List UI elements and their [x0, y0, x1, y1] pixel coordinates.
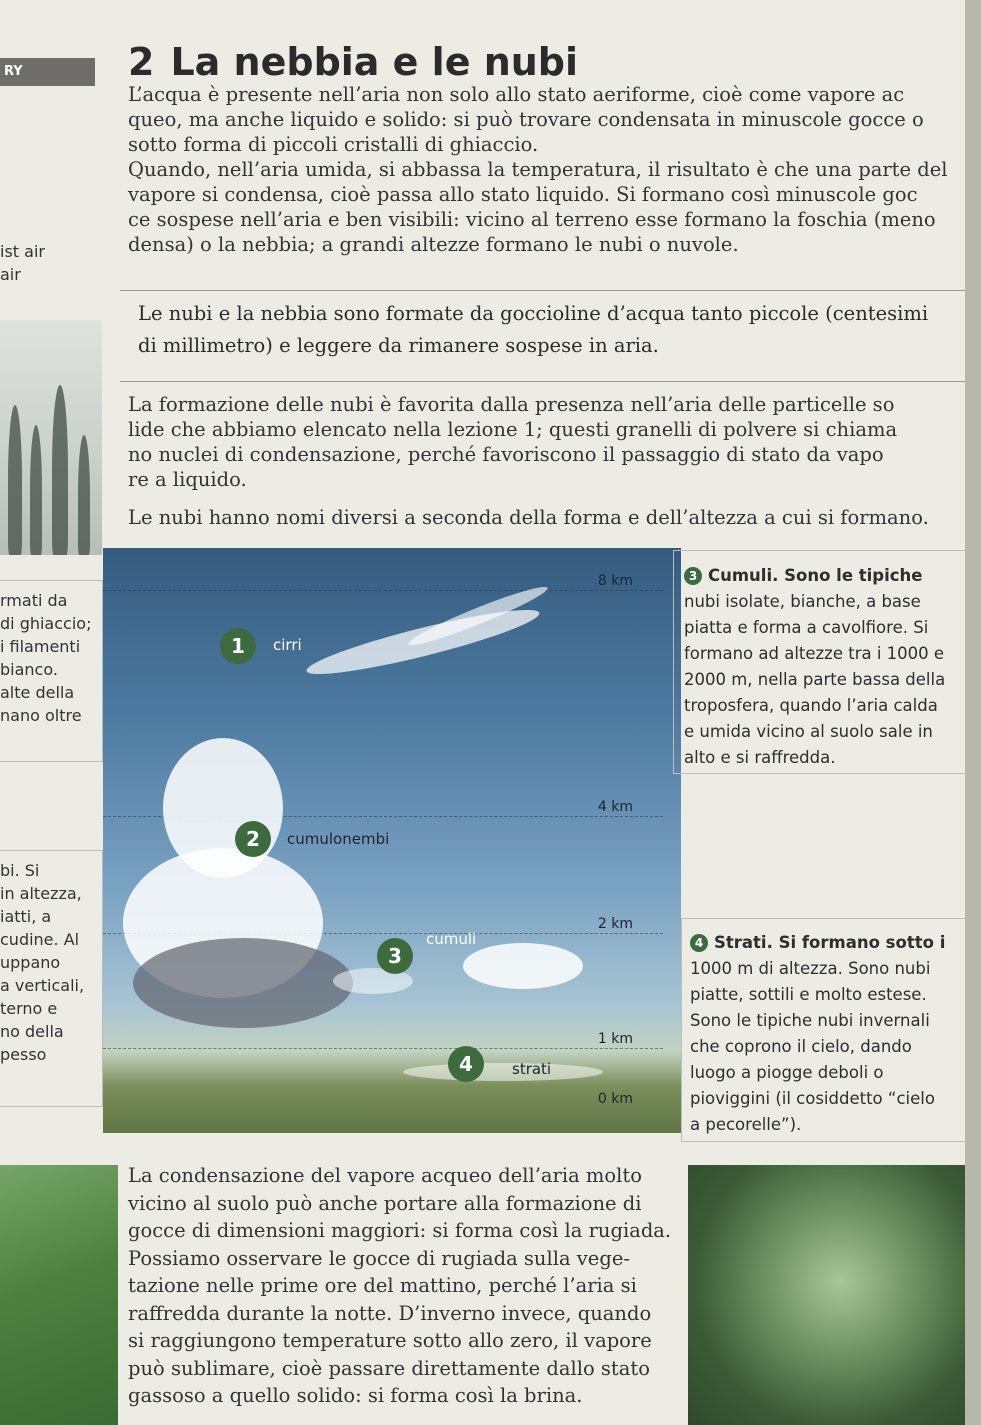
left-margin-line: bi. Si: [0, 861, 40, 880]
key-concept-box: [120, 290, 965, 382]
section-title-text: La nebbia e le nubi: [170, 40, 579, 84]
altitude-label: 4 km: [597, 799, 633, 815]
info-line: Strati. Si formano sotto i: [714, 933, 946, 952]
cloud-number-badge: 4: [690, 934, 708, 952]
intro-paragraph: [128, 82, 958, 257]
left-margin-line: cudine. Al: [0, 930, 80, 949]
text-line: gocce di dimensioni maggiori: si forma così la rugiada.: [128, 1219, 672, 1242]
section-number: 2: [128, 40, 155, 84]
left-margin-line: ist air: [0, 242, 45, 261]
left-margin-line: terno e: [0, 999, 58, 1018]
left-margin-line: nano oltre: [0, 706, 82, 725]
paragraph-dew-frost: [128, 1162, 671, 1410]
text-line: lide che abbiamo elencato nella lezione 1; questi granelli di polvere si chiama: [128, 418, 898, 441]
left-margin-line: di ghiaccio;: [0, 614, 92, 633]
cloud-number-badge: 2: [235, 821, 271, 857]
cloud-label-cirri: cirri: [273, 636, 302, 654]
text-line: re a liquido.: [128, 468, 247, 491]
text-line: La formazione delle nubi è favorita dalla presenza nell’aria delle particelle so: [128, 393, 895, 416]
info-line: luogo a piogge deboli o: [690, 1063, 884, 1082]
text-line: gassoso a quello solido: si forma così la brina.: [128, 1384, 583, 1407]
text-line: vapore si condensa, cioè passa allo stato liquido. Si formano così minuscole goc: [128, 183, 918, 206]
paragraph-cloud-names: [128, 505, 929, 530]
left-margin-line: a verticali,: [0, 976, 85, 995]
info-line: piatta e forma a cavolfiore. Si: [684, 618, 929, 637]
text-line: queo, ma anche liquido e solido: si può trovare condensata in minuscole gocce o: [128, 108, 924, 131]
cloud-number-badge: 1: [220, 628, 256, 664]
text-line: tazione nelle prime ore del mattino, perché l’aria si: [128, 1274, 637, 1297]
altitude-label: 1 km: [597, 1031, 633, 1047]
left-margin-line: i filamenti: [0, 637, 81, 656]
frost-plant-photo: [688, 1165, 965, 1425]
info-line: Cumuli. Sono le tipiche: [708, 566, 923, 585]
section-title: [128, 40, 578, 84]
info-line: Sono le tipiche nubi invernali: [690, 1011, 930, 1030]
altitude-label: 2 km: [597, 916, 633, 932]
left-margin-line: pesso: [0, 1045, 47, 1064]
left-margin-line: rmati da: [0, 591, 68, 610]
text-line: Le nubi hanno nomi diversi a seconda della forma e dell’altezza a cui si formano.: [128, 506, 929, 529]
left-margin-line: uppano: [0, 953, 61, 972]
info-line: 2000 m, nella parte bassa della: [684, 670, 946, 689]
altitude-label: 0 km: [597, 1091, 633, 1107]
left-margin-line: air: [0, 265, 21, 284]
text-line: L’acqua è presente nell’aria non solo allo stato aeriforme, cioè come vapore ac: [128, 83, 905, 106]
text-line: Quando, nell’aria umida, si abbassa la temperatura, il risultato è che una parte del: [128, 158, 948, 181]
side-tab: RY: [0, 58, 95, 86]
cloud-label-cumuli: cumuli: [426, 930, 477, 948]
cumulus-cloud: [463, 943, 583, 989]
text-line: densa) o la nebbia; a grandi altezze formano le nubi o nuvole.: [128, 233, 739, 256]
cloud-altitude-diagram: [103, 548, 681, 1133]
info-line: piatte, sottili e molto estese.: [690, 985, 927, 1004]
info-line: troposfera, quando l’aria calda: [684, 696, 938, 715]
info-line: alto e si raffredda.: [684, 748, 836, 767]
text-line: Possiamo osservare le gocce di rugiada sulla vege-: [128, 1246, 630, 1270]
altitude-line: [103, 1048, 663, 1049]
info-line: 1000 m di altezza. Sono nubi: [690, 959, 931, 978]
trees-photo: [0, 320, 102, 555]
info-line: pioviggini (il cosiddetto “cielo: [690, 1089, 935, 1108]
cloud-label-strati: strati: [512, 1060, 552, 1078]
text-line: no nuclei di condensazione, perché favoriscono il passaggio di stato da vapo: [128, 443, 884, 466]
cumuli-info: [684, 563, 945, 771]
left-margin-line: alte della: [0, 683, 75, 702]
dew-leaf-photo: [0, 1165, 118, 1425]
cloud-number-badge: 4: [448, 1046, 484, 1082]
cloud-number-badge: 3: [684, 567, 702, 585]
altitude-label: 8 km: [597, 573, 633, 589]
page-edge: [965, 0, 981, 1425]
altitude-line: [103, 590, 663, 591]
text-line: La condensazione del vapore acqueo dell’aria molto: [128, 1164, 642, 1187]
text-line: può sublimare, cioè passare direttamente dallo stato: [128, 1356, 650, 1380]
cloud-label-cumulonembi: cumulonembi: [287, 830, 390, 848]
text-line: si raggiungono temperature sotto allo zero, il vapore: [128, 1329, 652, 1352]
info-line: a pecorelle”).: [690, 1115, 802, 1134]
text-line: vicino al suolo può anche portare alla formazione di: [128, 1191, 642, 1215]
rain-shower: [133, 938, 353, 1028]
text-line: raffredda durante la notte. D’inverno invece, quando: [128, 1301, 652, 1325]
stratus-cloud: [403, 1063, 603, 1081]
left-margin-line: iatti, a: [0, 907, 52, 926]
info-line: che coprono il cielo, dando: [690, 1037, 912, 1056]
text-line: sotto forma di piccoli cristalli di ghiaccio.: [128, 133, 539, 156]
info-line: formano ad altezze tra i 1000 e: [684, 644, 945, 663]
text-line: ce sospese nell’aria e ben visibili: vicino al terreno esse formano la foschia (meno: [128, 208, 936, 231]
left-margin-line: no della: [0, 1022, 64, 1041]
paragraph-condensation-nuclei: [128, 392, 897, 492]
left-margin-top: [0, 240, 100, 286]
left-margin-line: bianco.: [0, 660, 58, 679]
left-margin-box-2: [0, 850, 103, 1107]
info-line: e umida vicino al suolo sale in: [684, 722, 933, 741]
left-margin-box-1: [0, 580, 103, 762]
cloud-number-badge: 3: [377, 938, 413, 974]
info-line: nubi isolate, bianche, a base: [684, 592, 921, 611]
callout-line: Le nubi e la nebbia sono formate da goccioline d’acqua tanto piccole (centesimi: [138, 302, 929, 325]
left-margin-line: in altezza,: [0, 884, 82, 903]
strati-info: [690, 930, 945, 1138]
callout-line: di millimetro) e leggere da rimanere sospese in aria.: [138, 334, 659, 357]
